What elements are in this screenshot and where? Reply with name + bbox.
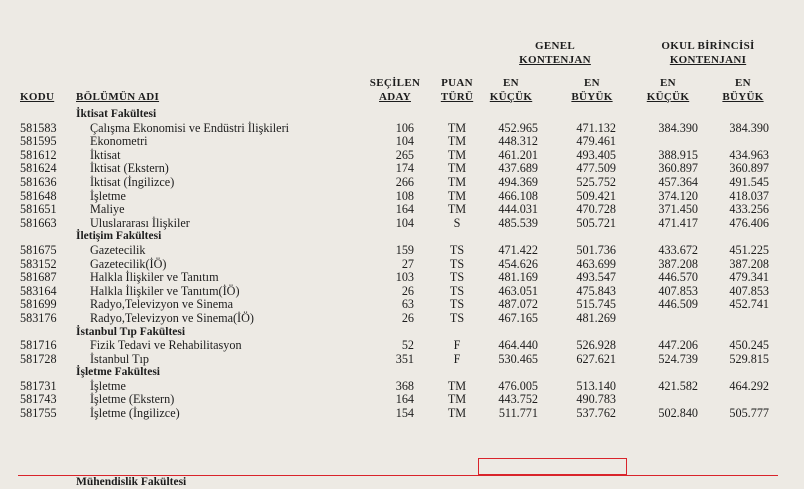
cell-genel-max: 501.736 (576, 242, 616, 257)
cell-genel-min: 463.051 (498, 283, 538, 298)
cell-okul-min: 371.450 (658, 202, 698, 217)
cell-okul-max: 529.815 (729, 351, 769, 366)
cell-okul-min: 446.509 (658, 297, 698, 312)
cell-genel-max: 627.621 (576, 351, 616, 366)
cell-genel-min: 511.771 (498, 406, 538, 421)
cell-genel-min: 494.369 (498, 174, 538, 189)
cell-genel-min: 448.312 (498, 134, 538, 149)
cell-name: Halkla İlişkiler ve Tanıtım(İÖ) (90, 283, 240, 298)
cell-name: Radyo,Televizyon ve Sinema(İÖ) (90, 310, 254, 325)
cell-code: 581624 (20, 161, 57, 176)
cell-aday: 26 (401, 283, 414, 298)
cell-code: 581675 (20, 242, 57, 257)
cell-okul-min: 524.739 (658, 351, 698, 366)
cell-name: İşletme (Ekstern) (90, 392, 175, 407)
table-row (0, 298, 804, 312)
table-row (0, 312, 804, 326)
cell-name: Fizik Tedavi ve Rehabilitasyon (90, 338, 242, 353)
cell-genel-min: 461.201 (498, 147, 538, 162)
cell-genel-min: 444.031 (498, 202, 538, 217)
cell-name: Çalışma Ekonomisi ve Endüstri İlişkileri (90, 120, 290, 135)
cell-okul-max: 451.225 (729, 242, 769, 257)
cell-genel-max: 490.783 (576, 392, 616, 407)
cell-okul-max: 434.963 (729, 147, 769, 162)
table-row (0, 271, 804, 285)
table-row (0, 353, 804, 367)
cell-name: Uluslararası İlişkiler (90, 215, 190, 230)
faculty-name: İletişim Fakültesi (76, 230, 162, 243)
cell-genel-max: 515.745 (576, 297, 616, 312)
cell-aday: 108 (395, 188, 414, 203)
cell-code: 581743 (20, 392, 57, 407)
table-row (0, 176, 804, 190)
cell-genel-min: 437.689 (498, 161, 538, 176)
cell-okul-min: 421.582 (658, 378, 698, 393)
header-okul-en-max: EN (735, 77, 751, 89)
cell-puan: F (453, 351, 461, 366)
cell-code: 581651 (20, 202, 57, 217)
cell-aday: 351 (395, 351, 414, 366)
cell-aday: 265 (395, 147, 414, 162)
header-puan: PUAN (441, 77, 473, 89)
faculty-name: İstanbul Tıp Fakültesi (76, 325, 186, 338)
table-row (0, 285, 804, 299)
cell-puan: TS (449, 310, 465, 325)
cell-name: Maliye (90, 202, 125, 217)
header-bolum-adi: BÖLÜMÜN ADI (76, 91, 160, 103)
cell-genel-min: 466.108 (498, 188, 538, 203)
cell-okul-min: 502.840 (658, 406, 698, 421)
cell-name: İktisat (İngilizce) (90, 174, 175, 189)
table-row (0, 244, 804, 258)
table-row (0, 393, 804, 407)
table-row (0, 217, 804, 231)
cell-genel-max: 526.928 (576, 338, 616, 353)
cell-puan: TS (449, 283, 465, 298)
cell-genel-max: 505.721 (576, 215, 616, 230)
table-row-highlighted (0, 407, 804, 421)
cell-okul-min: 457.364 (658, 174, 698, 189)
cell-name: Halkla İlişkiler ve Tanıtım (90, 270, 219, 285)
cell-puan: TM (447, 147, 467, 162)
highlight-box (478, 458, 627, 475)
cell-okul-min: 360.897 (658, 161, 698, 176)
cell-puan: TS (449, 297, 465, 312)
cell-genel-max: 513.140 (576, 378, 616, 393)
cell-aday: 52 (401, 338, 414, 353)
faculty-name: İktisat Fakültesi (76, 108, 157, 120)
table-row (0, 258, 804, 272)
cell-genel-min: 487.072 (498, 297, 538, 312)
next-faculty-cut-off: Mühendislik Fakültesi (76, 476, 187, 488)
cell-genel-max: 463.699 (576, 256, 616, 271)
cell-aday: 164 (395, 392, 414, 407)
cell-puan: TM (447, 134, 467, 149)
cell-aday: 63 (401, 297, 414, 312)
cell-code: 581699 (20, 297, 57, 312)
cell-genel-max: 525.752 (576, 174, 616, 189)
cell-genel-max: 509.421 (576, 188, 616, 203)
cell-name: İşletme (90, 378, 126, 393)
header-okul-buyuk: BÜYÜK (722, 91, 764, 103)
cell-code: 581731 (20, 378, 57, 393)
cell-puan: F (453, 338, 461, 353)
cell-genel-max: 470.728 (576, 202, 616, 217)
cell-okul-min: 471.417 (658, 215, 698, 230)
cell-aday: 154 (395, 406, 414, 421)
header-genel-en-max: EN (584, 77, 600, 89)
cell-code: 581755 (20, 406, 57, 421)
cell-puan: TM (447, 174, 467, 189)
cell-code: 581612 (20, 147, 57, 162)
cell-okul-max: 491.545 (729, 174, 769, 189)
header-secilen: SEÇİLEN (369, 77, 421, 89)
cell-name: Radyo,Televizyon ve Sinema (90, 297, 233, 312)
cell-name: İşletme (İngilizce) (90, 406, 180, 421)
cell-okul-max: 433.256 (729, 202, 769, 217)
cell-puan: TM (447, 202, 467, 217)
cell-aday: 266 (395, 174, 414, 189)
table-row (0, 380, 804, 394)
cell-name: İstanbul Tıp (90, 351, 150, 366)
cell-okul-max: 418.037 (729, 188, 769, 203)
cell-okul-min: 374.120 (658, 188, 698, 203)
table-row (0, 135, 804, 149)
cell-puan: TM (447, 188, 467, 203)
table-row (0, 190, 804, 204)
cell-genel-max: 479.461 (576, 134, 616, 149)
score-table (0, 108, 804, 421)
cell-code: 583176 (20, 310, 57, 325)
cell-okul-min: 388.915 (658, 147, 698, 162)
cell-genel-min: 467.165 (498, 310, 538, 325)
cell-genel-min: 454.626 (498, 256, 538, 271)
cell-code: 581636 (20, 174, 57, 189)
header-okul-birincisi: OKUL BİRİNCİSİ (661, 40, 755, 52)
table-row (0, 149, 804, 163)
cell-genel-max: 471.132 (576, 120, 616, 135)
cell-okul-min: 407.853 (658, 283, 698, 298)
cell-puan: TM (447, 392, 467, 407)
cell-code: 581648 (20, 188, 57, 203)
cell-okul-min: 446.570 (658, 270, 698, 285)
cell-genel-max: 481.269 (576, 310, 616, 325)
cell-okul-min: 384.390 (658, 120, 698, 135)
cell-code: 581595 (20, 134, 57, 149)
cell-code: 583152 (20, 256, 57, 271)
cell-puan: TM (447, 161, 467, 176)
cell-code: 581728 (20, 351, 57, 366)
header-aday: ADAY (379, 91, 411, 103)
table-row (0, 339, 804, 353)
cell-code: 581716 (20, 338, 57, 353)
header-turu: TÜRÜ (440, 91, 474, 103)
cell-name: İktisat (Ekstern) (90, 161, 169, 176)
cell-genel-min: 452.965 (498, 120, 538, 135)
cell-okul-max: 360.897 (729, 161, 769, 176)
cell-okul-max: 384.390 (729, 120, 769, 135)
cell-code: 581583 (20, 120, 57, 135)
cell-genel-max: 493.405 (576, 147, 616, 162)
faculty-row (0, 366, 804, 380)
cell-aday: 164 (395, 202, 414, 217)
cell-genel-min: 481.169 (498, 270, 538, 285)
cell-genel-min: 530.465 (498, 351, 538, 366)
header-genel-kontenjan: KONTENJAN (519, 54, 591, 66)
cell-aday: 368 (395, 378, 414, 393)
cell-okul-max: 450.245 (729, 338, 769, 353)
faculty-row (0, 230, 804, 244)
cell-aday: 104 (395, 215, 414, 230)
cell-aday: 103 (395, 270, 414, 285)
cell-okul-max: 452.741 (729, 297, 769, 312)
cell-aday: 174 (395, 161, 414, 176)
cell-aday: 159 (395, 242, 414, 257)
cell-genel-max: 477.509 (576, 161, 616, 176)
header-genel: GENEL (534, 40, 575, 52)
cell-code: 583164 (20, 283, 57, 298)
faculty-row (0, 108, 804, 122)
cell-okul-max: 407.853 (729, 283, 769, 298)
header-okul-en-min: EN (660, 77, 676, 89)
table-row (0, 203, 804, 217)
cell-okul-max: 387.208 (729, 256, 769, 271)
table-row (0, 122, 804, 136)
cell-name: Gazetecilik (90, 242, 146, 257)
cell-name: Ekonometri (90, 134, 148, 149)
header-okul-kucuk: KÜÇÜK (646, 91, 690, 103)
cell-aday: 104 (395, 134, 414, 149)
cell-okul-min: 447.206 (658, 338, 698, 353)
cell-okul-max: 476.406 (729, 215, 769, 230)
cell-puan: TM (447, 378, 467, 393)
cell-name: İşletme (90, 188, 126, 203)
cell-genel-min: 485.539 (498, 215, 538, 230)
cell-okul-max: 464.292 (729, 378, 769, 393)
cell-code: 581687 (20, 270, 57, 285)
cell-genel-max: 537.762 (576, 406, 616, 421)
cell-genel-min: 464.440 (498, 338, 538, 353)
cell-puan: TM (447, 406, 467, 421)
cell-okul-min: 433.672 (658, 242, 698, 257)
header-genel-buyuk: BÜYÜK (571, 91, 613, 103)
cell-aday: 26 (401, 310, 414, 325)
cell-okul-max: 505.777 (729, 406, 769, 421)
cell-genel-min: 443.752 (498, 392, 538, 407)
cell-aday: 106 (395, 120, 414, 135)
cell-genel-min: 476.005 (498, 378, 538, 393)
table-row (0, 162, 804, 176)
cell-puan: TM (447, 120, 467, 135)
header-okul-kontenjani: KONTENJANI (669, 54, 747, 66)
cell-puan: TS (449, 270, 465, 285)
cell-genel-max: 493.547 (576, 270, 616, 285)
cell-aday: 27 (401, 256, 414, 271)
cell-puan: TS (449, 242, 465, 257)
cell-okul-min: 387.208 (658, 256, 698, 271)
cell-puan: S (453, 215, 461, 230)
cell-code: 581663 (20, 215, 57, 230)
cell-genel-min: 471.422 (498, 242, 538, 257)
header-genel-kucuk: KÜÇÜK (489, 91, 533, 103)
header-kodu: KODU (20, 91, 55, 103)
cell-okul-max: 479.341 (729, 270, 769, 285)
cell-name: Gazetecilik(İÖ) (90, 256, 167, 271)
cell-name: İktisat (90, 147, 121, 162)
faculty-row (0, 326, 804, 340)
faculty-name: İşletme Fakültesi (76, 366, 161, 379)
header-genel-en-min: EN (503, 77, 519, 89)
cell-genel-max: 475.843 (576, 283, 616, 298)
cell-puan: TS (449, 256, 465, 271)
